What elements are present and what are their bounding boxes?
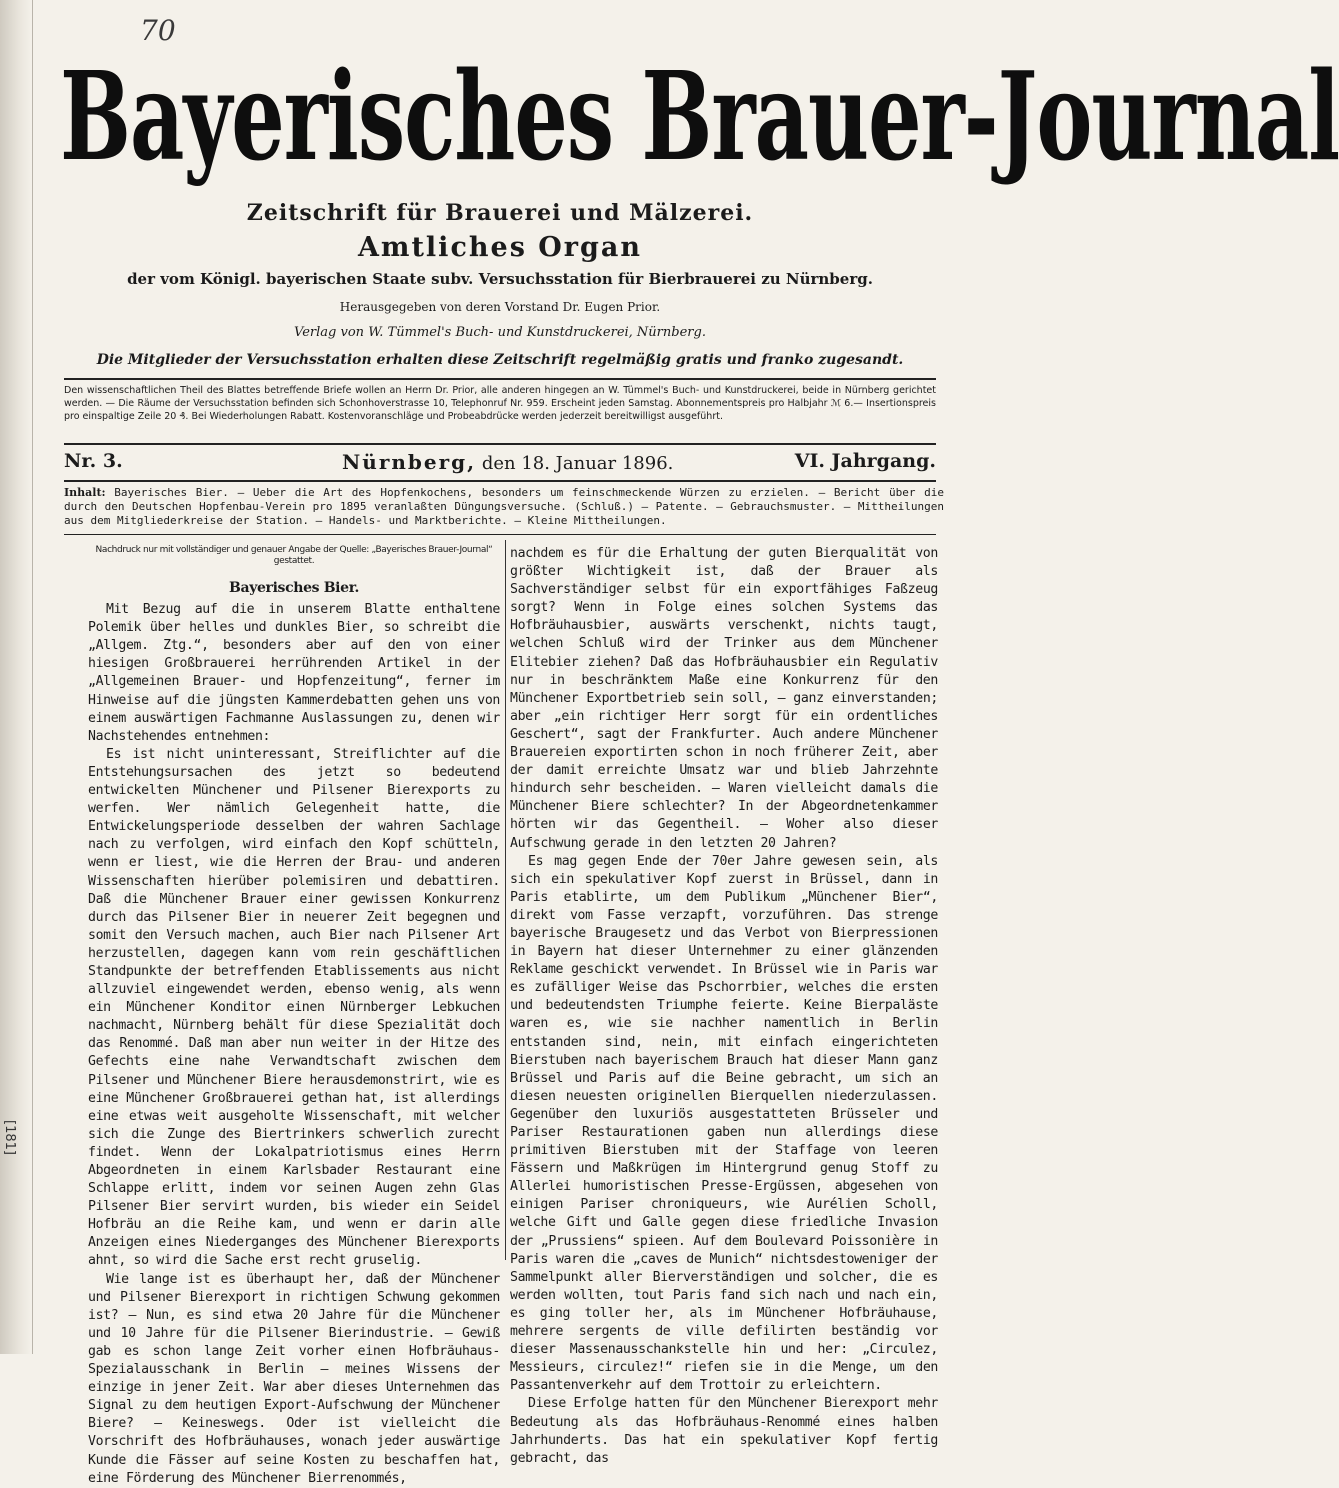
issue-city: Nürnberg,: [342, 450, 477, 474]
paragraph: nachdem es für die Erhaltung der guten Bierqualität von größter Wichtigkeit ist, daß der Brauer als Sachverständiger selbst für ein exportfähiges Faßzeug sorgt? Wenn in Folge eines solchen Systems das Hofbräuhausbier, auswärts verschenkt, nichts taugt, welchen Schluß wird der Trinker aus dem Münchener Elitebier ziehen? Daß das Hofbräuhausbier ein Regulativ nur in beschränktem Maße eine Konkurrenz für den Münchener Exportbetrieb sein soll, — ganz einverstanden; aber „ein richtiger Herr sorgt für ein ordentliches Geschert“, sagt der Frankfurter. Auch andere Münchener Brauereien exportirten schon in noch früherer Zeit, aber der damit erreichte Umsatz war und blieb Jahrzehnte hindurch sehr bescheiden. — Waren vielleicht damals die Münchener Biere schlechter? In der Abgeordnetenkammer hörten wir das Gegentheil. — Woher also dieser Aufschwung gerade in den letzten 20 Jahren?: [510, 546, 938, 851]
article-title: Bayerisches Bier.: [229, 580, 359, 596]
handwritten-mark: 70: [140, 14, 176, 47]
contents-label: Inhalt:: [64, 486, 106, 499]
column-left: [88, 545, 500, 1488]
masthead-title: Bayerisches Brauer-Journal: [60, 44, 1339, 188]
column-right: [510, 545, 938, 1468]
paragraph: Mit Bezug auf die in unserem Blatte enthaltene Polemik über helles und dunkles Bier, so schreibt die „Allgem. Ztg.“, besonders aber auf den von einer hiesigen Großbrauerei herrührenden Artikel in der „Allgemeinen Brauer- und Hopfenzeitung“, ferner im Hinweise auf die jüngsten Kammerdebatten gehen uns von einem auswärtigen Fachmanne Auslassungen zu, denen wir Nachstehendes entnehmen:: [88, 602, 500, 744]
issue-date: [342, 450, 673, 474]
paragraph: Diese Erfolge hatten für den Münchener Bierexport mehr Bedeutung als das Hofbräuhaus-Renommé eines halben Jahrhunderts. Das hat ein spekulativer Kopf fertig gebracht, das: [510, 1396, 938, 1466]
issue-rule: [64, 480, 936, 482]
issue-line: [64, 450, 936, 476]
table-of-contents: [64, 486, 944, 528]
masthead-subtitle: Zeitschrift für Brauerei und Mälzerei.: [246, 200, 754, 226]
masthead-organ-description: der vom Königl. bayerischen Staate subv. Versuchsstation für Bierbrauerei zu Nürnberg.: [127, 270, 873, 288]
masthead-editor: Herausgegeben von deren Vorstand Dr. Eugen Prior.: [339, 300, 661, 314]
contents-text: Bayerisches Bier. — Ueber die Art des Hopfenkochens, besonders um feinschmeckende Würzen zu erzielen. — Bericht über die durch den Deutschen Hopfenbau-Verein pro 1895 veranlaßten Düngungsversuche. (Schluß.) — Patente. — Gebrauchsmuster. — Mittheilungen aus dem Mitgliederkreise der Station. — Handels- und Marktberichte. — Kleine Mittheilungen.: [64, 486, 944, 527]
column-divider: [505, 540, 506, 1260]
issue-date-text: den 18. Januar 1896.: [481, 453, 674, 474]
masthead-publisher: Verlag von W. Tümmel's Buch- und Kunstdruckerei, Nürnberg.: [294, 325, 706, 340]
paragraph: Es mag gegen Ende der 70er Jahre gewesen sein, als sich ein spekulativer Kopf zuerst in Brüssel, dann in Paris etablirte, um dem Publikum „Münchener Bier“, direkt vom Fasse verzapft, vorzuführen. Das strenge bayerische Braugesetz und das Verbot von Bierpressionen in Bayern hat dieser Unternehmer zu einer glänzenden Reklame geschickt verwendet. In Brüssel wie in Paris war es zufälliger Weise das Pschorrbier, welches die ersten und bedeutendsten Triumphe feierte. Keine Bierpaläste waren es, wie sie nachher namentlich in Berlin entstanden sind, nein, mit einfach eingerichteten Bierstuben nach bayerischem Brauch hat dieser Mann ganz Brüssel und Paris auf die Beine gebracht, um sich an diesen neuesten originellen Bierquellen niederzulassen. Gegenüber den luxuriös ausgestatteten Brüsseler und Pariser Restaurationen gaben nun allerdings diese primitiven Bierstuben mit der Staffage von leeren Fässern und Maßkrügen im Hintergrund genug Stoff zu Allerlei humoristischen Presse-Ergüssen, abgesehen von einigen Pariser chroniqueurs, wie Aurélien Scholl, welche Gift und Galle gegen diese friedliche Invasion der „Prussiens“ spieen. Auf dem Boulevard Poissonière in Paris waren die „caves de Munich“ nichtsdestoweniger der Sammelpunkt aller Bierverständigen und solcher, die es werden wollten, tout Paris fand sich nach und nach ein, es ging toller her, als im Münchener Hofbräuhause, mehrere sergents de ville defilirten beständig vor dieser Massenausschankstelle hin und her: „Circulez, Messieurs, circulez!“ riefen sie in die Menge, um den Passantenverkehr auf dem Trottoir zu erleichtern.: [510, 853, 938, 1394]
reprint-note: Nachdruck nur mit vollständiger und genauer Angabe der Quelle: „Bayerisches Brauer-Journal“ gestattet.: [95, 545, 493, 566]
contents-rule: [64, 534, 936, 535]
masthead-organ: Amtliches Organ: [357, 232, 643, 263]
publisher-notice: Den wissenschaftlichen Theil des Blattes betreffende Briefe wollen an Herrn Dr. Prior, alle anderen hingegen an W. Tümmel's Buch- und Kunstdruckerei, beide in Nürnberg gerichtet werden. — Die Räume der Versuchsstation befinden sich Schonhoverstrasse 10, Telephonruf Nr. 959. Erscheint jeden Samstag. Abonnementspreis pro Halbjahr ℳ 6.— Insertionspreis pro einspaltige Zeile 20 ₰. Bei Wiederholungen Rabatt. Kostenvoranschläge und Probeabdrücke werden jederzeit bereitwilligst ausgeführt.: [64, 385, 936, 422]
masthead-members-note: Die Mitglieder der Versuchsstation erhalten diese Zeitschrift regelmäßig gratis und franko zugesandt.: [96, 352, 904, 368]
issue-number: Nr. 3.: [64, 450, 123, 472]
notice-rule: [64, 443, 936, 445]
side-mark: [181]: [2, 1120, 17, 1155]
issue-year: VI. Jahrgang.: [794, 450, 936, 472]
paragraph: Es ist nicht uninteressant, Streiflichter auf die Entstehungsursachen des jetzt so bedeutend entwickelten Münchener und Pilsener Bierexports zu werfen. Wer nämlich Gelegenheit hatte, die Entwickelungsperiode desselben der wahren Sachlage nach zu verfolgen, wird einfach den Kopf schütteln, wenn er liest, wie die Herren der Brau- und anderen Wissenschaften hierüber polemisiren und debattiren. Daß die Münchener Brauer einer gewissen Konkurrenz durch das Pilsener Bier in neuerer Zeit begegnen und somit den Versuch machen, auch Bier nach Pilsener Art herzustellen, dagegen kann vom rein geschäftlichen Standpunkte der betreffenden Etablissements aus nicht allzuviel eingewendet werden, ebenso wenig, als wenn ein Münchener Konditor einen Nürnberger Lebkuchen nachmacht, Nürnberg behält für diese Spezialität doch das Renommé. Daß man aber nun weiter in der Hitze des Gefechts eine nahe Verwandtschaft zwischen dem Pilsener und Münchener Biere herausdemonstrirt, wie es eine Münchener Großbrauerei gethan hat, ist allerdings eine etwas weit ausgeholte Wissenschaft, mit welcher sich die Zunge des Biertrinkers schwerlich zurecht findet. Wenn der Lokalpatriotismus eines Herrn Abgeordneten in einem Karlsbader Restaurant eine Schlappe erlitt, indem vor seinen Augen zehn Glas Pilsener Bier servirt wurden, bis wieder ein Seidel Hofbräu an die Reihe kam, und wenn er darin alle Anzeigen eines Niederganges des Münchener Bierexports ahnt, so wird die Sache erst recht gruselig.: [88, 746, 500, 1269]
masthead-rule: [64, 378, 936, 380]
paragraph: Wie lange ist es überhaupt her, daß der Münchener und Pilsener Bierexport in richtigen Schwung gekommen ist? — Nun, es sind etwa 20 Jahre für die Münchener und 10 Jahre für die Pilsener Bierindustrie. — Gewiß gab es schon lange Zeit vorher einen Hofbräuhaus-Spezialausschank in Berlin — meines Wissens der einzige in jener Zeit. War aber dieses Unternehmen das Signal zu dem heutigen Export-Aufschwung der Münchener Biere? — Keineswegs. Oder ist vielleicht die Vorschrift des Hofbräuhauses, wonach jeder auswärtige Kunde die Fässer auf seine Kosten zu beschaffen hat, eine Förderung des Münchener Bierrenommés,: [88, 1271, 500, 1486]
